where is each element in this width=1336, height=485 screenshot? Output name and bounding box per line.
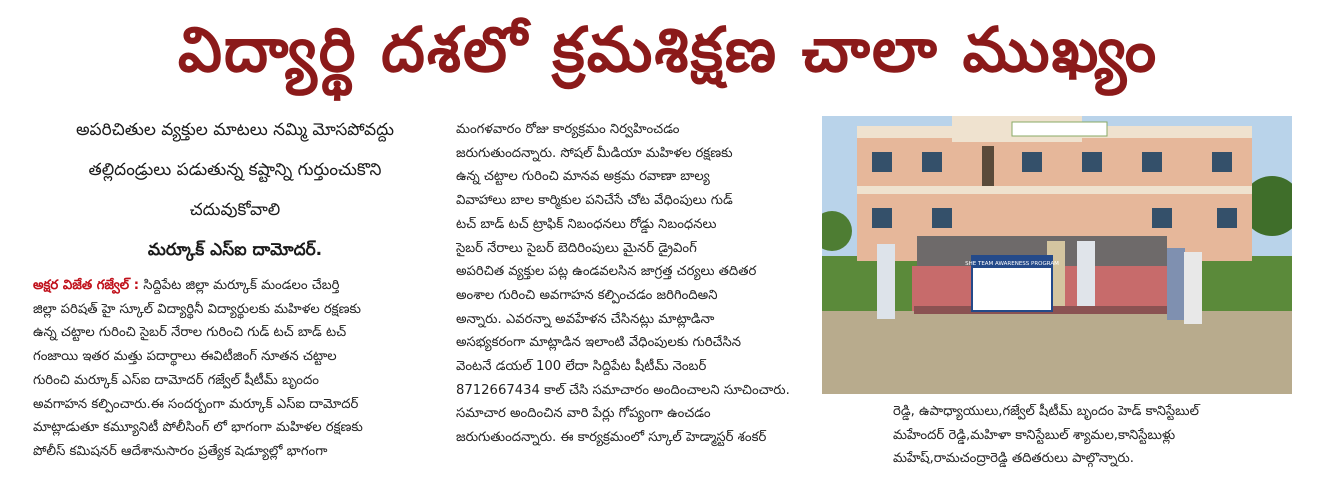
- article-column-1: [33, 274, 451, 464]
- article-line: సమాచార అందించిన వారి పేర్లు గోప్యంగా ఉంచడం: [456, 406, 711, 422]
- article-line: [33, 274, 451, 298]
- window: [1022, 152, 1042, 172]
- window: [1217, 208, 1237, 228]
- window: [872, 152, 892, 172]
- article-line: సైబర్ నేరాలు సైబర్ బెదిరింపులు మైనర్ డ్రైవింగ్: [456, 240, 697, 256]
- article-column-3: [893, 400, 1313, 471]
- article-line: అంశాల గురించి అవగాహన కల్పించడం జరిగిందిఅని: [456, 287, 718, 303]
- window: [1152, 208, 1172, 228]
- article-line: పోలీస్ కమిషనర్ ఆదేశానుసారం ప్రత్యేక షెడ్యూల్లో భాగంగా: [33, 443, 328, 459]
- article-line: అపరిచిత వ్యక్తుల పట్ల ఉండవలసిన జాగ్రత్త చర్యలు తదితర: [456, 264, 757, 280]
- subheading-1: అపరిచితుల వ్యక్తుల మాటలు నమ్మి మోసపోవద్దు: [75, 120, 395, 140]
- subheading-2: తల్లిదండ్రులు పడుతున్న కష్టాన్ని గుర్తుంచుకొని: [88, 160, 382, 180]
- window: [1082, 152, 1102, 172]
- article-line: గురించి మర్కూక్ ఎస్ఐ దామోదర్ గజ్వేల్ షీటీమ్ బృందం: [33, 372, 319, 388]
- window: [872, 208, 892, 228]
- article-line: జిల్లా పరిషత్ హై స్కూల్ విద్యార్థినీ విద్యార్థులకు మహిళల రక్షణకు: [33, 301, 361, 317]
- article-line: వివాహాలు బాల కార్మికుల పనిచేసే చోట వేధింపులు గుడ్: [456, 193, 733, 209]
- article-line: అవగాహన కల్పించారు.ఈ సందర్బంగా మర్కూక్ ఎస్ఐ దామోదర్: [33, 396, 359, 412]
- article-line: గంజాయి ఇతర మత్తు పదార్థాలు ఈవిటీజింగ్ నూతన చట్టాల: [33, 349, 337, 365]
- article-line-text: సిద్దిపేట జిల్లా మర్కూక్ మండలం చేబర్తి: [143, 278, 340, 293]
- article-line: ఉన్న చట్టాల గురించి సైబర్ నేరాల గురించి గుడ్ టచ్ బాడ్ టచ్: [33, 325, 347, 341]
- window: [922, 152, 942, 172]
- window: [1212, 152, 1232, 172]
- building-floor-trim: [857, 186, 1252, 194]
- article-line: మహేష్,రామచంద్రారెడ్డి తదితరులు పాల్గొన్నారు.: [893, 451, 1134, 467]
- article-line: మహేందర్ రెడ్డి,మహిళా కానిస్టేబుల్ శ్యామల,కానిస్టేబుళ్లు: [893, 427, 1176, 443]
- door: [982, 146, 994, 186]
- article-line: టచ్ బాడ్ టచ్ ట్రాఫిక్ నిబంధనలు రోడ్డు నిబంధనలు: [456, 216, 717, 232]
- headline: విద్యార్థి దశలో క్రమశిక్షణ చాలా ముఖ్యం: [177, 13, 1159, 86]
- ground: [822, 311, 1292, 394]
- news-photo: [822, 116, 1292, 394]
- person-standing: [877, 244, 895, 319]
- article-line: అసభ్యకరంగా మాట్లాడిన ఇలాంటి వేధింపులకు గురిచేసిన: [456, 335, 742, 351]
- article-line: వెంటనే డయల్ 100 లేదా సిద్దిపేట షీటీమ్ నెంబర్: [456, 359, 707, 375]
- subheading-byline: మర్కూక్ ఎస్ఐ దామోదర్.: [147, 240, 323, 260]
- subheading-3: చదువుకోవాలి: [189, 200, 281, 220]
- article-line: జరుగుతుందన్నారు. ఈ కార్యక్రమంలో స్కూల్ హెడ్మాస్టర్ శంకర్: [456, 430, 767, 446]
- article-line: జరుగుతుందన్నారు. సోషల్ మీడియా మహిళల రక్షణకు: [456, 145, 733, 161]
- person-standing: [1184, 252, 1202, 324]
- window: [932, 208, 952, 228]
- banner-text: SHE TEAM AWARENESS PROGRAM: [965, 261, 1059, 267]
- article-line: ఉన్న చట్టాల గురించి మానవ అక్రమ రవాణా బాల్య: [456, 169, 710, 185]
- person-standing: [1077, 241, 1095, 306]
- dateline: అక్షర విజేత గజ్వేల్ :: [33, 278, 139, 293]
- article-column-2: [456, 118, 834, 450]
- window: [1142, 152, 1162, 172]
- article-line: మంగళవారం రోజు కార్యక్రమం నిర్వహించడం: [456, 122, 680, 137]
- school-name-board: [1012, 122, 1107, 136]
- article-line: రెడ్డి, ఉపాధ్యాయులు,గజ్వేల్ షీటీమ్ బృందం హెడ్ కానిస్టేబుల్: [893, 404, 1199, 419]
- school-group-photo: [822, 116, 1292, 394]
- person-standing: [1167, 248, 1185, 320]
- article-line: 8712667434 కాల్ చేసి సమాచారం అందించాలని సూచించారు.: [456, 382, 790, 398]
- article-line: మాట్లాడుతూ కమ్యూనిటీ పోలీసింగ్ లో భాగంగా మహిళల రక్షణకు: [33, 420, 363, 436]
- article-line: అన్నారు. ఎవరన్నా అవహేళన చేసినట్లు మాట్లాడినా: [456, 311, 715, 327]
